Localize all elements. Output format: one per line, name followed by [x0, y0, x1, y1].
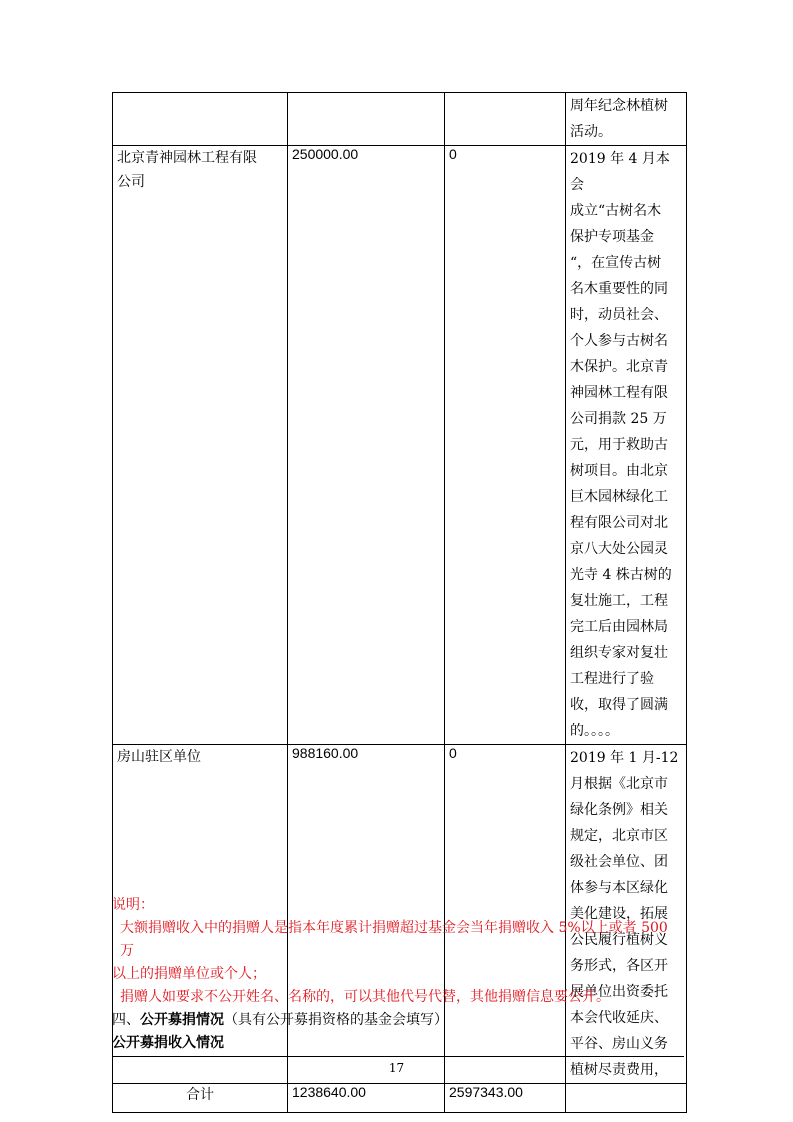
notes-line-1-cont: 以上的捐赠单位或个人； [112, 966, 266, 982]
amount-cell: 988160.00 [288, 745, 445, 1084]
amount-cell: 250000.00 [288, 146, 445, 745]
description-line: 保护专项基金 [570, 229, 654, 245]
description-line: 时，动员社会、 [570, 307, 668, 323]
amount2-cell [445, 93, 566, 146]
description-line: 京八大处公园灵 [570, 541, 668, 557]
description-line: 树项目。由北京 [570, 463, 668, 479]
description-line: 月根据《北京市 [570, 776, 668, 792]
amount-cell [288, 93, 445, 146]
total-label: 合计 [113, 1084, 288, 1113]
table-row [113, 146, 687, 745]
description-line: 组织专家对复壮 [570, 645, 668, 661]
description-line: 个人参与古树名 [570, 333, 668, 349]
description-line: 名木重要性的同 [570, 281, 668, 297]
notes-section [112, 894, 684, 1057]
subsection-title: 公开募捐收入情况 [112, 1032, 684, 1057]
description-line: 植树尽责费用， [570, 1062, 668, 1078]
description-line: 公民履行植树义 [570, 932, 668, 948]
description-line: 光寺 4 株古树的 [570, 567, 672, 583]
donor-cell [113, 146, 288, 745]
section-title-bold: 公开募捐情况 [140, 1012, 224, 1028]
donor-name-line: 房山驻区单位 [117, 749, 201, 765]
section-title-rest: （具有公开募捐资格的基金会填写） [224, 1012, 448, 1028]
notes-line-2: 捐赠人如要求不公开姓名、名称的，可以其他代号代替，其他捐赠信息要公开。 [120, 989, 610, 1005]
notes-line-1: 大额捐赠收入中的捐赠人是指本年度累计捐赠超过基金会当年捐赠收入 5%以上或者 500 万 [120, 920, 668, 959]
description-line: 规定，北京市区 [570, 828, 668, 844]
description-line: 程有限公司对北 [570, 515, 668, 531]
description-line: 周年纪念林植树 [570, 98, 668, 114]
table-row [113, 93, 687, 146]
description-line: 美化建设，拓展 [570, 906, 668, 922]
section-title [112, 1009, 684, 1032]
description-line: 元，用于救助古 [570, 437, 668, 453]
description-line: 活动。 [570, 124, 612, 140]
description-line: 务形式，各区开 [570, 958, 668, 974]
page-number: 17 [388, 1061, 405, 1075]
description-line: 级社会单位、团 [570, 854, 668, 870]
description-cell [566, 93, 687, 146]
description-line: 复壮施工，工程 [570, 593, 668, 609]
description-line: 完工后由园林局 [570, 619, 668, 635]
amount2-cell: 0 [445, 146, 566, 745]
amount2-cell: 0 [445, 745, 566, 1084]
description-line: 木保护。北京青 [570, 359, 668, 375]
donor-name-line: 北京青神园林工程有限 [117, 150, 257, 166]
total-amount: 1238640.00 [288, 1084, 445, 1113]
description-line: 公司捐款 25 万 [570, 411, 667, 427]
description-line: 绿化条例》相关 [570, 802, 668, 818]
description-line: 2019 年 1 月-12 [570, 750, 679, 766]
description-line: 2019 年 4 月本会 [570, 151, 670, 193]
description-line: 收，取得了圆满 [570, 697, 668, 713]
description-line: 本会代收延庆、 [570, 1010, 668, 1026]
notes-heading: 说明： [112, 897, 154, 913]
description-line: 体参与本区绿化 [570, 880, 668, 896]
section-prefix: 四、 [112, 1012, 140, 1028]
description-line: 工程进行了验 [570, 671, 654, 687]
description-line: 的。。。。 [570, 723, 619, 739]
total-description [566, 1084, 687, 1113]
total-amount2: 2597343.00 [445, 1084, 566, 1113]
donor-cell [113, 93, 288, 146]
description-cell [566, 146, 687, 745]
description-line: 巨木园林绿化工 [570, 489, 668, 505]
donor-name-line: 公司 [117, 174, 145, 190]
description-line: 成立“古树名木 [570, 203, 662, 219]
description-line: 平谷、房山义务 [570, 1036, 668, 1052]
description-line: 展单位出资委托 [570, 984, 668, 1000]
description-line: 神园林工程有限 [570, 385, 668, 401]
description-line: “，在宣传古树 [570, 255, 662, 271]
total-row [113, 1084, 687, 1113]
